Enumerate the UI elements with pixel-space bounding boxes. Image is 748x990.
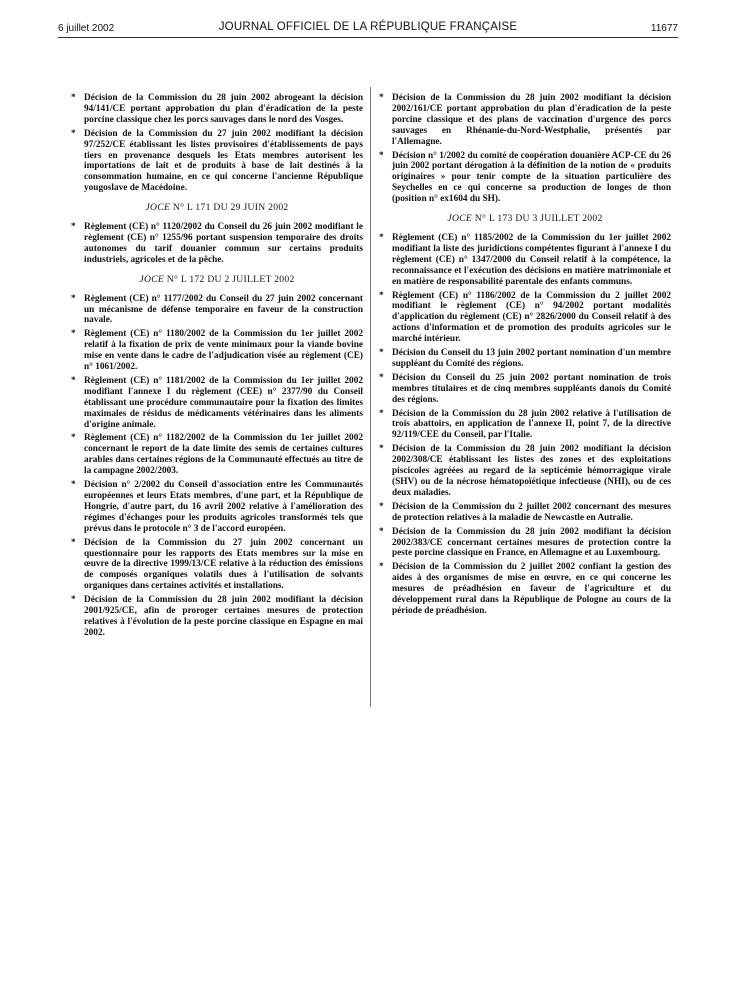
issue-number: N° L 173 DU 3 JUILLET 2002 xyxy=(472,213,603,225)
asterisk-icon: * xyxy=(71,293,76,304)
entry-text: Règlement (CE) n° 1177/2002 du Conseil du 27 juin 2002 concernant un mécanisme de défense temporaire en faveur de la construction navale. xyxy=(84,293,363,326)
page-number: 11677 xyxy=(650,23,678,34)
asterisk-icon: * xyxy=(379,501,384,512)
list-item xyxy=(379,562,671,617)
entry-text: Règlement (CE) n° 1185/2002 de la Commission du 1er juillet 2002 modifiant la liste des juridictions compétentes figurant à l'annexe I du règlement (CE) n° 1347/2000 du Conseil relatif à la compétence, la reconnaissance et l'exécution des décisions en matière matrimoniale et en matière de responsabilité parentale des enfants communs. xyxy=(392,232,671,287)
joce-label: JOCE xyxy=(447,213,473,225)
asterisk-icon: * xyxy=(71,537,76,548)
entry-text: Règlement (CE) n° 1182/2002 de la Commission du 1er juillet 2002 concernant le report de la date limite des semis de certaines cultures arables dans certaines régions de la Communauté effectués au titre de la campagne 2002/2003. xyxy=(84,433,363,477)
asterisk-icon: * xyxy=(379,562,384,573)
list-item xyxy=(379,527,671,560)
left-column xyxy=(71,93,363,642)
asterisk-icon: * xyxy=(71,595,76,606)
entry-text: Règlement (CE) n° 1181/2002 de la Commission du 1er juillet 2002 modifiant l'annexe I du règlement (CEE) n° 2377/90 du Conseil établissant une procédure communautaire pour la fixation des limites maximales de résidus de médicaments vétérinaires dans les aliments d'origine animale. xyxy=(84,375,363,430)
list-item xyxy=(379,233,671,288)
header-rule xyxy=(58,37,678,38)
asterisk-icon: * xyxy=(71,375,76,386)
asterisk-icon: * xyxy=(379,526,384,537)
entry-text: Décision n° 2/2002 du Conseil d'association entre les Communautés européennes et leurs Etats membres, d'une part, et la République de Hongrie, d'autre part, du 16 avril 2002 relative à l'amélioration des régimes d'échanges pour les produits agricoles transformés tels que prévus dans le protocole n° 3 de l'accord européen. xyxy=(84,480,363,534)
list-item xyxy=(379,291,671,346)
entry-text: Décision de la Commission du 28 juin 2002 abrogeant la décision 94/141/CE portant approbation du plan d'éradication de la peste porcine classique chez les porcs sauvages dans le nord des Vosges. xyxy=(84,93,363,125)
asterisk-icon: * xyxy=(379,444,384,455)
entry-text: Décision n° 1/2002 du comité de coopération douanière ACP-CE du 26 juin 2002 portant dérogation à la définition de la notion de « produits originaires » pour tenir compte de la situation particulière des Seychelles en ce qui concerne sa production de longes de thon (position n° ex1604 du SH). xyxy=(392,150,671,205)
list-item xyxy=(71,93,363,126)
list-item xyxy=(379,93,671,148)
asterisk-icon: * xyxy=(71,93,76,103)
journal-issue-heading xyxy=(379,214,671,225)
joce-label: JOCE xyxy=(139,273,165,285)
entry-text: Règlement (CE) n° 1120/2002 du Conseil du 26 juin 2002 modifiant le règlement (CE) n° 1255/96 portant suspension temporaire des droits autonomes du tarif douanier commun sur certains produits industriels, agricoles et de la pêche. xyxy=(84,222,363,265)
list-item xyxy=(71,433,363,477)
asterisk-icon: * xyxy=(379,232,384,243)
entry-text: Décision de la Commission du 27 juin 2002 concernant un questionnaire pour les rapports des Etats membres sur la mise en œuvre de la directive 1999/13/CE relative à la réduction des émissions de composés organiques volatils dues à l'utilisation de solvants organiques dans certaines activités et installations. xyxy=(84,537,363,592)
list-item xyxy=(379,502,671,524)
issue-number: N° L 171 DU 29 JUIN 2002 xyxy=(170,202,289,214)
entry-text: Décision de la Commission du 27 juin 2002 modifiant la décision 97/252/CE établissant les listes provisoires d'établissements de pays tiers en provenance desquels les Etats membres autorisent les importations de lait et de produits à base de lait destinés à la consommation humaine, en ce qui concerne l'ancienne République yougoslave de Macédoine. xyxy=(84,128,363,194)
list-item xyxy=(71,294,363,327)
asterisk-icon: * xyxy=(71,329,76,340)
issue-number: N° L 172 DU 2 JUILLET 2002 xyxy=(164,273,295,285)
entry-text: Décision de la Commission du 28 juin 2002 modifiant la décision 2002/161/CE portant approbation du plan d'éradication de la peste porcine classique et des plans de vaccination d'urgence des porcs sauvages en Rhénanie-du-Nord-Westphalie, présentés par l'Allemagne. xyxy=(392,93,671,147)
list-item xyxy=(379,151,671,206)
asterisk-icon: * xyxy=(379,348,384,359)
asterisk-icon: * xyxy=(379,150,384,161)
asterisk-icon: * xyxy=(71,128,76,139)
asterisk-icon: * xyxy=(379,93,384,103)
asterisk-icon: * xyxy=(71,480,76,491)
issue-date: 6 juillet 2002 xyxy=(58,23,115,34)
asterisk-icon: * xyxy=(71,222,76,233)
list-item xyxy=(71,538,363,593)
list-item xyxy=(379,373,671,406)
list-item xyxy=(71,222,363,266)
list-item xyxy=(71,129,363,194)
journal-issue-heading xyxy=(71,203,363,214)
entry-text: Décision de la Commission du 28 juin 2002 modifiant la décision 2002/308/CE établissant les listes des zones et des exploitations piscicoles agréées au regard de la septicémie hémorragique virale (SHV) ou de la nécrose hématopoïétique infectieuse (NHI), ou de ces deux maladies. xyxy=(392,444,671,498)
list-item xyxy=(71,376,363,431)
list-item xyxy=(71,595,363,639)
page-header xyxy=(58,20,678,38)
entry-text: Règlement (CE) n° 1180/2002 de la Commission du 1er juillet 2002 relatif à la fixation de prix de vente minimaux pour la viande bovine mise en vente dans le cadre de l'adjudication visée au règlement (CE) n° 1061/2002. xyxy=(84,329,363,373)
entry-text: Décision de la Commission du 2 juillet 2002 confiant la gestion des aides à des organismes de mise en œuvre, en ce qui concerne les mesures de préadhésion en faveur de l'agriculture et du développement rural dans la République de Pologne au cours de la période de préadhésion. xyxy=(392,562,671,616)
asterisk-icon: * xyxy=(379,408,384,419)
list-item xyxy=(379,444,671,499)
entry-text: Décision de la Commission du 28 juin 2002 modifiant la décision 2001/925/CE, afin de proroger certaines mesures de protection relatives à l'évolution de la peste porcine classique en Espagne en mai 2002. xyxy=(84,595,363,638)
list-item xyxy=(379,409,671,442)
entry-text: Décision du Conseil du 25 juin 2002 portant nomination de trois membres titulaires et de cinq membres suppléants danois du Comité des régions. xyxy=(392,372,671,405)
joce-label: JOCE xyxy=(145,202,171,214)
entry-text: Décision de la Commission du 2 juillet 2002 concernant des mesures de protection relatives à la maladie de Newcastle en Autralie. xyxy=(392,501,671,523)
list-item xyxy=(71,329,363,373)
list-item xyxy=(71,480,363,535)
right-column xyxy=(379,93,671,620)
journal-issue-heading xyxy=(71,275,363,286)
asterisk-icon: * xyxy=(379,372,384,383)
entry-text: Décision de la Commission du 28 juin 2002 relative à l'utilisation de trois abattoirs, en application de l'annexe II, point 7, de la directive 92/119/CEE du Conseil, par l'Italie. xyxy=(392,408,671,441)
asterisk-icon: * xyxy=(379,290,384,301)
journal-title: JOURNAL OFFICIEL DE LA RÉPUBLIQUE FRANÇAISE xyxy=(218,21,518,33)
asterisk-icon: * xyxy=(71,433,76,444)
list-item xyxy=(379,348,671,370)
entry-text: Décision de la Commission du 28 juin 2002 modifiant la décision 2002/383/CE concernant certaines mesures de protection contre la peste porcine classique en France, en Allemagne et au Luxembourg. xyxy=(392,526,671,559)
entry-text: Règlement (CE) n° 1186/2002 de la Commission du 2 juillet 2002 modifiant le règlement (CE) n° 94/2002 portant modalités d'application du règlement (CE) n° 2826/2000 du Conseil relatif à des actions d'information et de promotion des produits agricoles sur le marché intérieur. xyxy=(392,290,671,345)
entry-text: Décision du Conseil du 13 juin 2002 portant nomination d'un membre suppléant du Comité des régions. xyxy=(392,348,671,369)
